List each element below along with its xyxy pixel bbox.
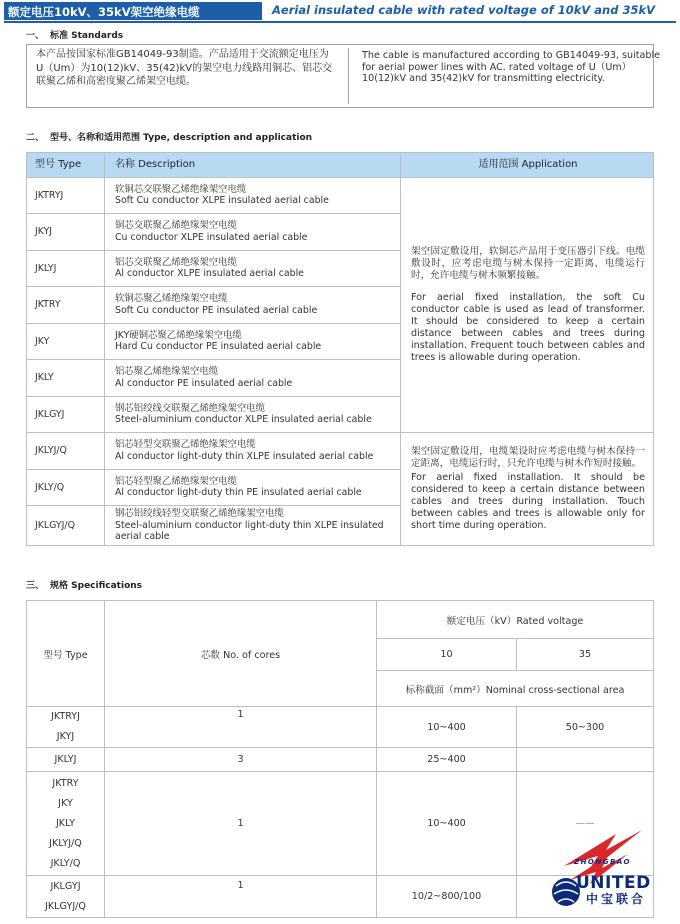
description-cell [105,250,401,287]
description-zh: 钢芯铝绞线交联聚乙烯绝缘架空电缆 [115,402,266,414]
description-zh: 软铜芯聚乙烯绝缘架空电缆 [115,293,228,305]
header-title-zh: 额定电压10kV、35kV架空绝缘电缆 [4,2,262,20]
section-title-text: 标准 Standards [50,31,124,41]
description-en: Al conductor PE insulated aerial cable [115,377,293,389]
description-cell [105,469,401,506]
spec-type: JKTRY [52,777,79,789]
section-specs-title [26,578,142,591]
description-cell [105,360,401,397]
description-en: Hard Cu conductor PE insulated aerial cable [115,341,322,353]
type-cell: JKLGYJ [27,396,105,433]
logo-name: UNITED [576,873,651,893]
spec-type: JKLY [55,817,76,829]
spec-cores-cell: 3 [105,748,377,772]
spec-cores-cell: 1 [105,707,377,748]
types-table-header [27,153,654,178]
application-1-en: For aerial fixed installation, the soft Cu conductor cable is used as lead of transformer. It should be considered to keep a certain distance between cables and trees during installation. Frequent touch between cables and trees is allowable during operation. [411,291,645,363]
spec-type: JKLYJ/Q [49,837,82,849]
spec-header-35kv: 35 [517,639,654,671]
header-title-en: Aerial insulated cable with rated voltage of 10kV and 35kV [272,3,656,17]
description-cell [105,433,401,470]
spec-cores-cell: 1 [105,772,377,876]
type-cell: JKLYJ [27,250,105,287]
application-cell-1 [401,177,654,433]
spec-type: JKLGYJ [50,880,81,892]
spec-35kv-cell [517,748,654,772]
standards-text-zh: 本产品按国家标准GB14049-93制造。产品适用于交流额定电压为U（Um）为10(12)kV、35(42)kV的架空电力线路用铜芯、铝芯交联聚乙烯和高密度聚乙烯架空电缆。 [36,49,333,87]
section-number: 三、 [26,581,45,591]
section-number: 一、 [26,31,45,41]
standards-text-en: The cable is manufactured according to GB14049-93, suitable for aerial power lines with AC. rated voltage of U（Um）10(12)kV and 35(42)kV for transmitting electricity. [362,50,661,84]
type-cell: JKTRY [27,287,105,324]
description-cell [105,287,401,324]
description-cell [105,323,401,360]
description-zh: 铝芯聚乙烯绝缘架空电缆 [115,366,219,378]
section-title-text: 规格 Specifications [50,581,143,591]
table-row [27,707,654,748]
description-en: Al conductor light-duty thin XLPE insulated aerial cable [115,450,374,462]
spec-10kv-cell: 10/2~800/100 [377,876,517,918]
logo-name-zh: 中宝联合 [586,892,647,906]
description-zh: 铝芯轻型交联聚乙烯绝缘架空电缆 [115,439,256,451]
description-cell [105,396,401,433]
standards-divider [348,48,349,104]
type-cell: JKLYJ/Q [27,433,105,470]
spec-10kv-cell: 25~400 [377,748,517,772]
header-type: 型号 Type [27,153,105,178]
spec-type: JKLYJ [54,753,77,765]
header-underline [4,21,676,23]
type-cell: JKLY [27,360,105,397]
description-zh: 铜芯交联聚乙烯绝缘架空电缆 [115,220,237,232]
spec-35kv-cell: 50~300 [517,707,654,748]
description-en: Al conductor light-duty thin PE insulated aerial cable [115,487,362,499]
type-cell: JKY [27,323,105,360]
type-cell: JKLY/Q [27,469,105,506]
type-cell: JKTRYJ [27,177,105,214]
table-row [27,748,654,772]
section-title-text: 型号、名称和适用范围 Type, description and application [50,133,313,143]
spec-types-cell [27,772,105,876]
description-en: Al conductor XLPE insulated aerial cable [115,268,304,280]
description-zh: JKY硬铜芯聚乙烯绝缘架空电缆 [115,329,242,341]
table-row [27,433,654,470]
header-application: 适用范围 Application [401,153,654,178]
description-en: Soft Cu conductor XLPE insulated aerial cable [115,195,329,207]
description-cell [105,177,401,214]
spec-cores-cell: 1 [105,876,377,918]
spec-10kv-cell: 10~400 [377,772,517,876]
table-row [27,177,654,214]
spec-type: JKY [58,797,73,809]
spec-type: JKTRYJ [51,711,80,722]
spec-types-cell [27,876,105,918]
spec-header-10kv: 10 [377,639,517,671]
spec-header-area: 标称截面（mm²）Nominal cross-sectional area [377,671,654,707]
description-en: Steel-aluminium conductor XLPE insulated aerial cable [115,414,372,426]
spec-types-cell [27,748,105,772]
description-zh: 软铜芯交联聚乙烯绝缘架空电缆 [115,183,247,195]
spec-type: JKLY/Q [50,857,81,869]
section-number: 二、 [26,133,45,143]
type-cell: JKYJ [27,214,105,251]
page-header [0,0,680,22]
application-1-zh: 架空固定敷设用，软铜芯产品用于变压器引下线。电缆敷设时，应考虑电缆与树木保持一定距离，电缆运行时，允许电缆与树木频繁接触。 [411,245,645,281]
types-table [26,152,654,546]
spec-type: JKYJ [56,731,75,742]
spec-header-cores: 芯数 No. of cores [105,601,377,707]
spec-35kv-cell: —— [517,772,654,876]
spec-header-voltage: 额定电压（kV）Rated voltage [377,601,654,639]
description-en: Soft Cu conductor PE insulated aerial cable [115,304,318,316]
application-2-en: For aerial fixed installation. It should be considered to keep a certain distance between cables and trees during installation. Touch between cables and trees is allowable only for short time during operation. [411,471,645,531]
section-types-title [26,130,312,143]
application-2-zh: 架空固定敷设用，电缆架设时应考虑电缆与树木保持一定距离，电缆运行时，只允许电缆与树木作短时接触。 [411,445,645,469]
logo-pinyin: ZHONGBAO [574,858,631,866]
description-en: Steel-aluminium conductor light-duty thin XLPE insulated aerial cable [115,519,384,543]
description-zh: 铝芯轻型聚乙烯绝缘架空电缆 [115,475,237,487]
spec-type: JKLGYJ/Q [45,900,86,912]
description-cell [105,506,401,546]
description-cell [105,214,401,251]
description-zh: 铝芯交联聚乙烯绝缘架空电缆 [115,256,237,268]
type-cell: JKLGYJ/Q [27,506,105,546]
spec-10kv-cell: 10~400 [377,707,517,748]
description-en: Cu conductor XLPE insulated aerial cable [115,231,308,243]
spec-header-type: 型号 Type [27,601,105,707]
application-cell-2 [401,433,654,546]
section-standards-title [26,28,123,41]
spec-types-cell [27,707,105,748]
header-description: 名称 Description [105,153,401,178]
description-zh: 钢芯铝绞线轻型交联聚乙烯绝缘架空电缆 [115,508,284,520]
